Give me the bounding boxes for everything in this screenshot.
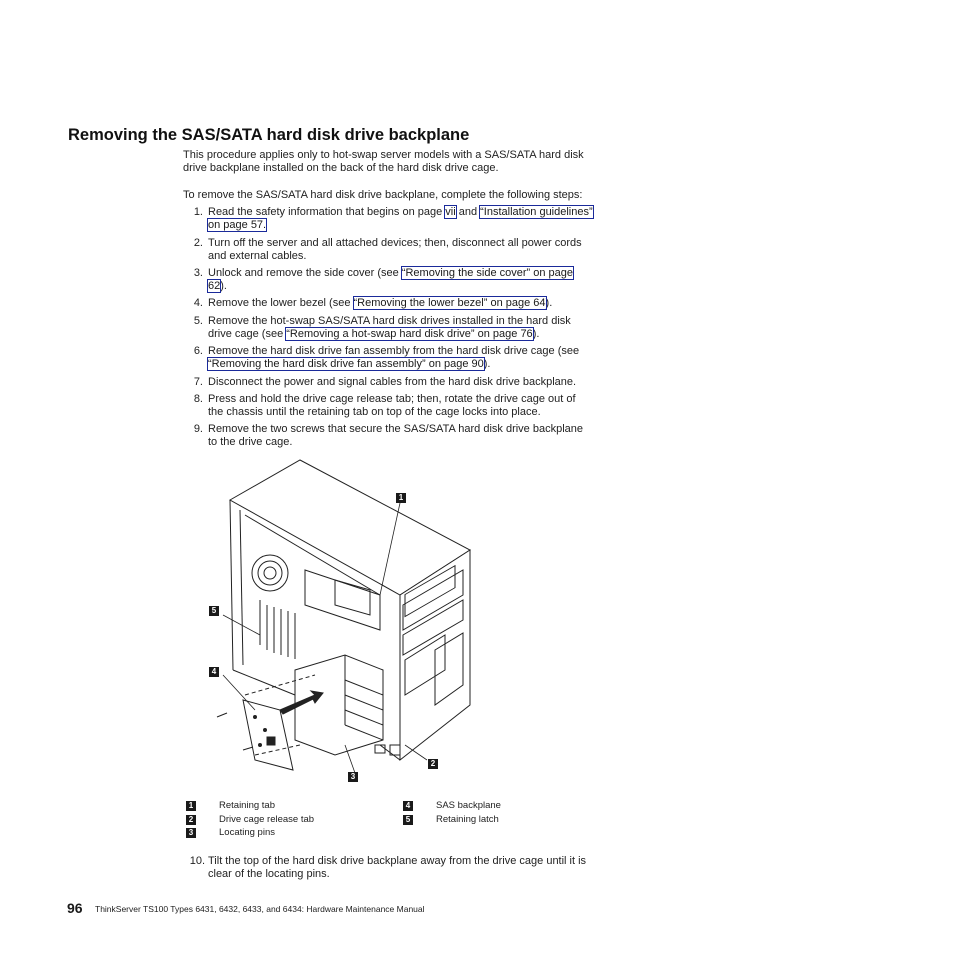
server-chassis-illustration <box>205 455 480 775</box>
lead-paragraph: To remove the SAS/SATA hard disk drive backplane, complete the following steps: <box>183 189 583 201</box>
step-text: ). <box>220 280 227 293</box>
step-number: 4. <box>193 297 203 309</box>
step-text: Unlock and remove the side cover (see <box>208 267 402 279</box>
step-text: clear of the locating pins. <box>208 868 330 881</box>
step-text: the chassis until the retaining tab on top of the cage locks into place. <box>208 406 541 419</box>
callout-marker: 3 <box>348 772 358 782</box>
legend-label: Locating pins <box>219 827 275 838</box>
step-number: 6. <box>193 345 203 357</box>
step-text: ). <box>483 358 491 371</box>
step-text: Remove the two screws that secure the SAS/SATA hard disk drive backplane <box>208 423 583 435</box>
page-number: 96 <box>67 900 83 916</box>
step-text: Remove the hot-swap SAS/SATA hard disk drives installed in the hard disk <box>208 315 571 327</box>
step-text: Read the safety information that begins on page <box>208 206 446 218</box>
intro-line: drive backplane installed on the back of the hard disk drive cage. <box>183 162 499 175</box>
link-removing-lower-bezel[interactable]: “Removing the lower bezel” on page 64 <box>353 297 546 309</box>
legend-item <box>186 814 315 825</box>
step-number: 1. <box>193 206 203 218</box>
legend-item <box>403 800 501 811</box>
running-footer: ThinkServer TS100 Types 6431, 6432, 6433, and 6434: Hardware Maintenance Manual <box>95 904 425 914</box>
legend-label: Retaining tab <box>219 800 275 811</box>
step-text: Tilt the top of the hard disk drive backplane away from the drive cage until it is <box>208 855 587 867</box>
callout-marker: 2 <box>428 759 438 769</box>
legend-label: SAS backplane <box>436 800 501 811</box>
link-installation-guidelines[interactable]: “Installation guidelines” <box>480 206 593 218</box>
step-text: ). <box>532 328 540 341</box>
step-number: 10. <box>189 855 205 867</box>
legend-marker: 1 <box>186 801 196 811</box>
link-removing-side-cover[interactable]: “Removing the side cover” on page <box>401 267 574 279</box>
intro-paragraph <box>183 149 613 176</box>
legend-label: Retaining latch <box>436 814 499 825</box>
page-title: Removing the SAS/SATA hard disk drive backplane <box>68 126 470 144</box>
legend-marker: 5 <box>403 815 413 825</box>
legend-marker: 4 <box>403 801 413 811</box>
step-text: Turn off the server and all attached devices; then, disconnect all power cords <box>208 237 582 249</box>
step-text: ). <box>545 297 553 309</box>
step-text: Remove the lower bezel (see <box>208 297 354 309</box>
callout-marker: 1 <box>396 493 406 503</box>
legend-item <box>186 827 275 838</box>
legend-item <box>186 800 275 811</box>
step-text: Press and hold the drive cage release tab; then, rotate the drive cage out of <box>208 393 576 405</box>
step-number: 2. <box>193 237 203 249</box>
link-page-vii[interactable]: vii <box>445 206 456 218</box>
intro-line: This procedure applies only to hot-swap server models with a SAS/SATA hard disk <box>183 149 584 161</box>
legend-label: Drive cage release tab <box>219 814 315 825</box>
callout-marker: 4 <box>209 667 219 677</box>
step-text: and external cables. <box>208 250 307 263</box>
callout-marker: 5 <box>209 606 219 616</box>
link-removing-hot-swap-drive[interactable]: “Removing a hot-swap hard disk drive” on page 76 <box>286 328 533 341</box>
step-text: Remove the hard disk drive fan assembly from the hard disk drive cage (see <box>208 345 580 357</box>
step-text: drive cage (see <box>208 328 287 341</box>
step-number: 5. <box>193 315 203 327</box>
legend-marker: 2 <box>186 815 196 825</box>
link-installation-guidelines-page[interactable]: on page 57. <box>208 219 267 232</box>
step-number: 8. <box>193 393 203 405</box>
link-removing-side-cover-page[interactable]: 62 <box>208 280 221 293</box>
step-text: Disconnect the power and signal cables from the hard disk drive backplane. <box>208 376 577 388</box>
legend-item <box>403 814 499 825</box>
step-number: 9. <box>193 423 203 435</box>
legend-marker: 3 <box>186 828 196 838</box>
step-text: to the drive cage. <box>208 436 293 449</box>
step-number: 3. <box>193 267 203 279</box>
step-number: 7. <box>193 376 203 388</box>
link-removing-fan-assembly[interactable]: “Removing the hard disk drive fan assembly” on page 90 <box>208 358 484 371</box>
step-text: and <box>455 206 481 218</box>
